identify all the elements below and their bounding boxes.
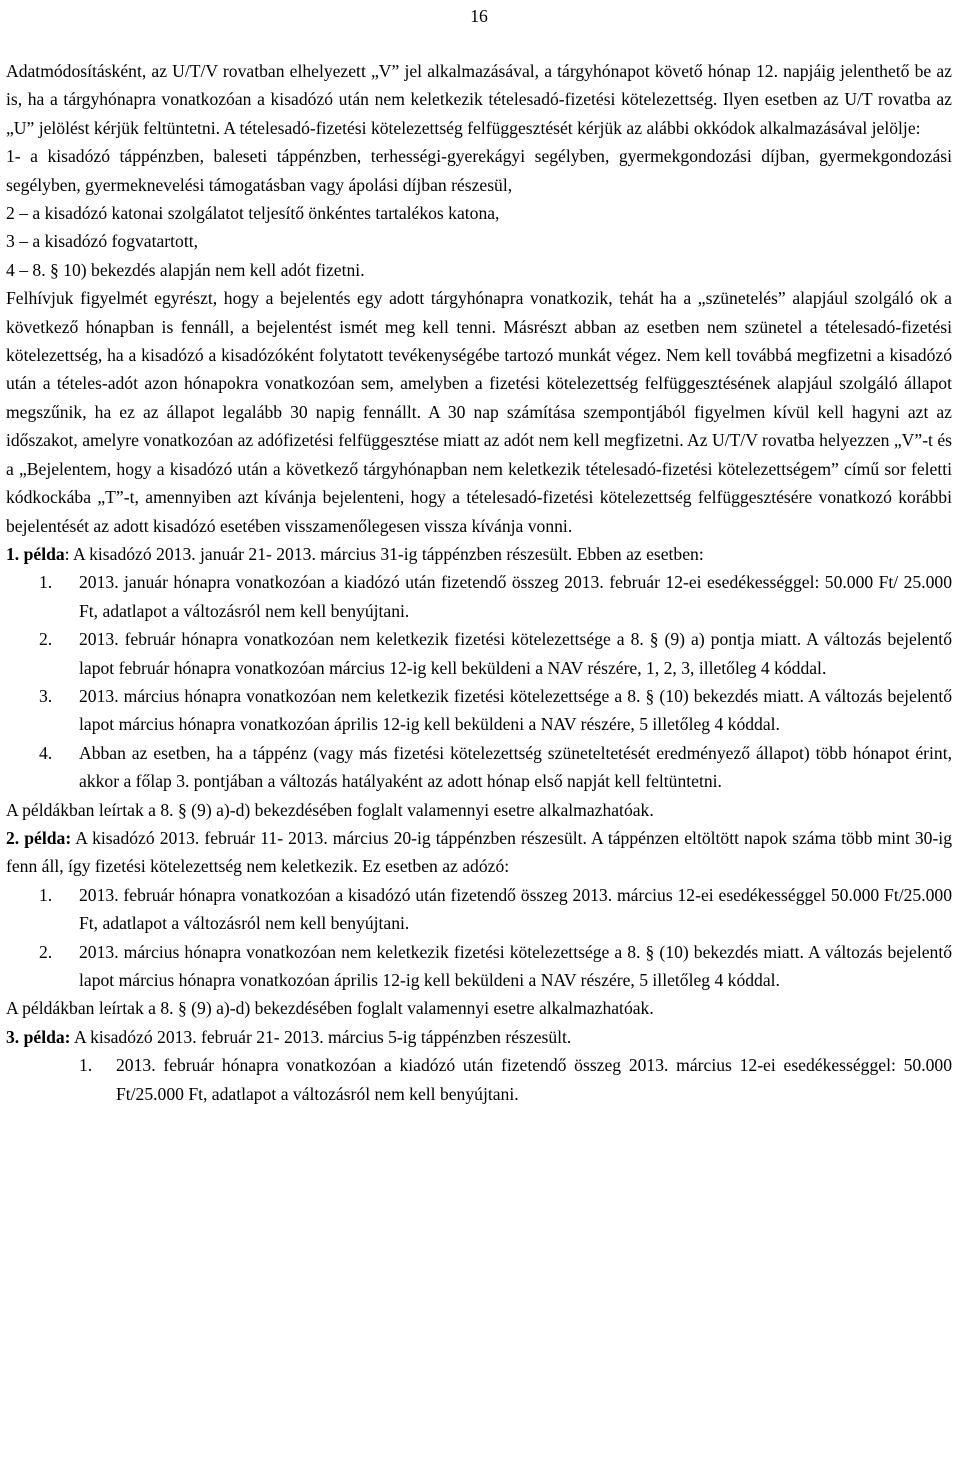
example-1-label: 1. példa [6,543,65,564]
list-item [6,881,952,938]
list-item-text: 2013. február hónapra vonatkozóan a kiadózó után fizetendő összeg 2013. március 12-ei esedékességgel: 50.000 Ft/25.000 Ft, adatlapot a változásról nem kell benyújtani. [116,1055,952,1104]
document-body [6,57,952,1108]
intro-paragraph: Adatmódosításként, az U/T/V rovatban elhelyezett „V” jel alkalmazásával, a tárgyhónapot követő hónap 12. napjáig jelenthető be az is, ha a tárgyhónapra vonatkozóan a kisadózó után nem keletkezik tételesadó-fizetési kötelezettség. Ilyen esetben az U/T rovatba az „U” jelölést kérjük feltüntetni. A tételesadó-fizetési kötelezettség felfüggesztését kérjük az alábbi okkódok alkalmazásával jelölje: [6,61,952,138]
example-2-text: A kisadózó 2013. február 11- 2013. március 20-ig táppénzben részesült. A táppénzen eltöltött napok száma több mint 30-ig fenn áll, így fizetési kötelezettség nem keletkezik. Ez esetben az adózó: [6,827,952,877]
example-1-list [6,568,952,795]
example-2-list [6,881,952,995]
list-item-text: 2013. március hónapra vonatkozóan nem keletkezik fizetési kötelezettsége a 8. § (10) bekezdés miatt. A változás bejelentő lapot március hónapra vonatkozóan április 12-ig kell beküldeni a NAV részére, 5 illetőleg 4 kóddal. [79,685,952,735]
example-3-intro [6,1023,952,1051]
reason-code-3: 3 – a kisadózó fogvatartott, [6,231,199,252]
list-item-text: 2013. február hónapra vonatkozóan nem keletkezik fizetési kötelezettsége a 8. § (9) a) pontja miatt. A változás bejelentő lapot február hónapra vonatkozóan március 12-ig kell beküldeni a NAV részére, 1, 2, 3, illetőleg 4 kóddal. [79,629,952,678]
list-item-number: 1. [79,1055,93,1076]
list-item-text: 2013. január hónapra vonatkozóan a kiadózó után fizetendő összeg 2013. február 12-ei esedékességgel: 50.000 Ft/ 25.000 Ft, adatlapot a változásról nem kell benyújtani. [79,572,952,621]
reason-code-4: 4 – 8. § 10) bekezdés alapján nem kell adót fizetni. [6,259,365,280]
reason-code-list [6,142,952,284]
notice-paragraph: Felhívjuk figyelmét egyrészt, hogy a bejelentés egy adott tárgyhónapra vonatkozik, tehát ha a „szünetelés” alapjául szolgáló ok a következő hónapban is fennáll, a bejelentést ismét meg kell tenni. Másrészt abban az esetben nem szünetel a tételesadó-fizetési kötelezettség, ha a kisadózó a kisadózóként folytatott tevékenységébe tartozó munkát végez. Nem kell továbbá megfizetni a kisadózó után a tételes-adót azon hónapokra vonatkozóan sem, amelyben a fizetési kötelezettség felfüggesztésének alapjául szolgáló állapot megszűnik, ha ez az állapot legalább 30 napig fennállt. A 30 nap számítása szempontjából figyelmen kívül kell hagyni azt az időszakot, amelyre vonatkozóan az adófizetési felfüggesztése miatt az adót nem kell megfizetni. Az U/T/V rovatba helyezzen „V”-t és a „Bejelentem, hogy a kisadózó után a következő tárgyhónapban nem keletkezik tételesadó-fizetési kötelezettségem” című sor feletti kódkockába „T”-t, amennyiben azt kívánja bejelenteni, hogy a tételesadó-fizetési kötelezettség felfüggesztésére vonatkozó korábbi bejelentését az adott kisadózó esetében visszamenőlegesen vissza kívánja vonni. [6,288,952,536]
list-item [6,682,952,739]
example-1-text: : A kisadózó 2013. január 21- 2013. március 31-ig táppénzben részesült. Ebben az esetben: [64,543,704,564]
list-item-number: 2. [39,629,53,650]
reason-code-1: 1- a kisadózó táppénzben, baleseti táppénzben, terhességi-gyerekágyi segélyben, gyermekgondozási díjban, gyermekgondozási segélyben, gyermeknevelési támogatásban vagy ápolási díjban részesül, [6,146,952,195]
list-item-text: 2013. február hónapra vonatkozóan a kisadózó után fizetendő összeg 2013. március 12-ei esedékességgel 50.000 Ft/25.000 Ft, adatlapot a változásról nem kell benyújtani. [79,884,952,934]
example-2-note: A példákban leírtak a 8. § (9) a)-d) bekezdésében foglalt valamennyi esetre alkalmazhatóak. [6,998,654,1019]
example-3-label: 3. példa: [6,1026,71,1047]
list-item-text: 2013. március hónapra vonatkozóan nem keletkezik fizetési kötelezettsége a 8. § (10) bekezdés miatt. A változás bejelentő lapot március hónapra vonatkozóan április 12-ig kell beküldeni a NAV részére, 5 illetőleg 4 kóddal. [79,941,952,990]
list-item [6,625,952,682]
example-1-intro [6,540,952,568]
example-3-text: A kisadózó 2013. február 21- 2013. március 5-ig táppénzben részesült. [70,1026,572,1047]
list-item-number: 3. [39,685,53,706]
list-item-number: 1. [39,572,53,593]
list-item-text: Abban az esetben, ha a táppénz (vagy más fizetési kötelezettség szüneteltetését eredményező állapot) több hónapot érint, akkor a főlap 3. pontjában a változás hatályaként az adott hónap első napját kell feltüntetni. [79,742,952,792]
list-item [6,568,952,625]
example-1-note: A példákban leírtak a 8. § (9) a)-d) bekezdésében foglalt valamennyi esetre alkalmazhatóak. [6,799,654,820]
example-3-list [6,1051,952,1108]
list-item-number: 4. [39,742,53,763]
list-item [6,739,952,796]
list-item-number: 1. [39,884,53,905]
example-2-intro [6,824,952,881]
list-item [6,1051,952,1108]
list-item-number: 2. [39,941,53,962]
example-2-label: 2. példa: [6,827,72,848]
list-item [6,938,952,995]
reason-code-2: 2 – a kisadózó katonai szolgálatot teljesítő önkéntes tartalékos katona, [6,203,500,224]
page-number: 16 [470,6,488,26]
